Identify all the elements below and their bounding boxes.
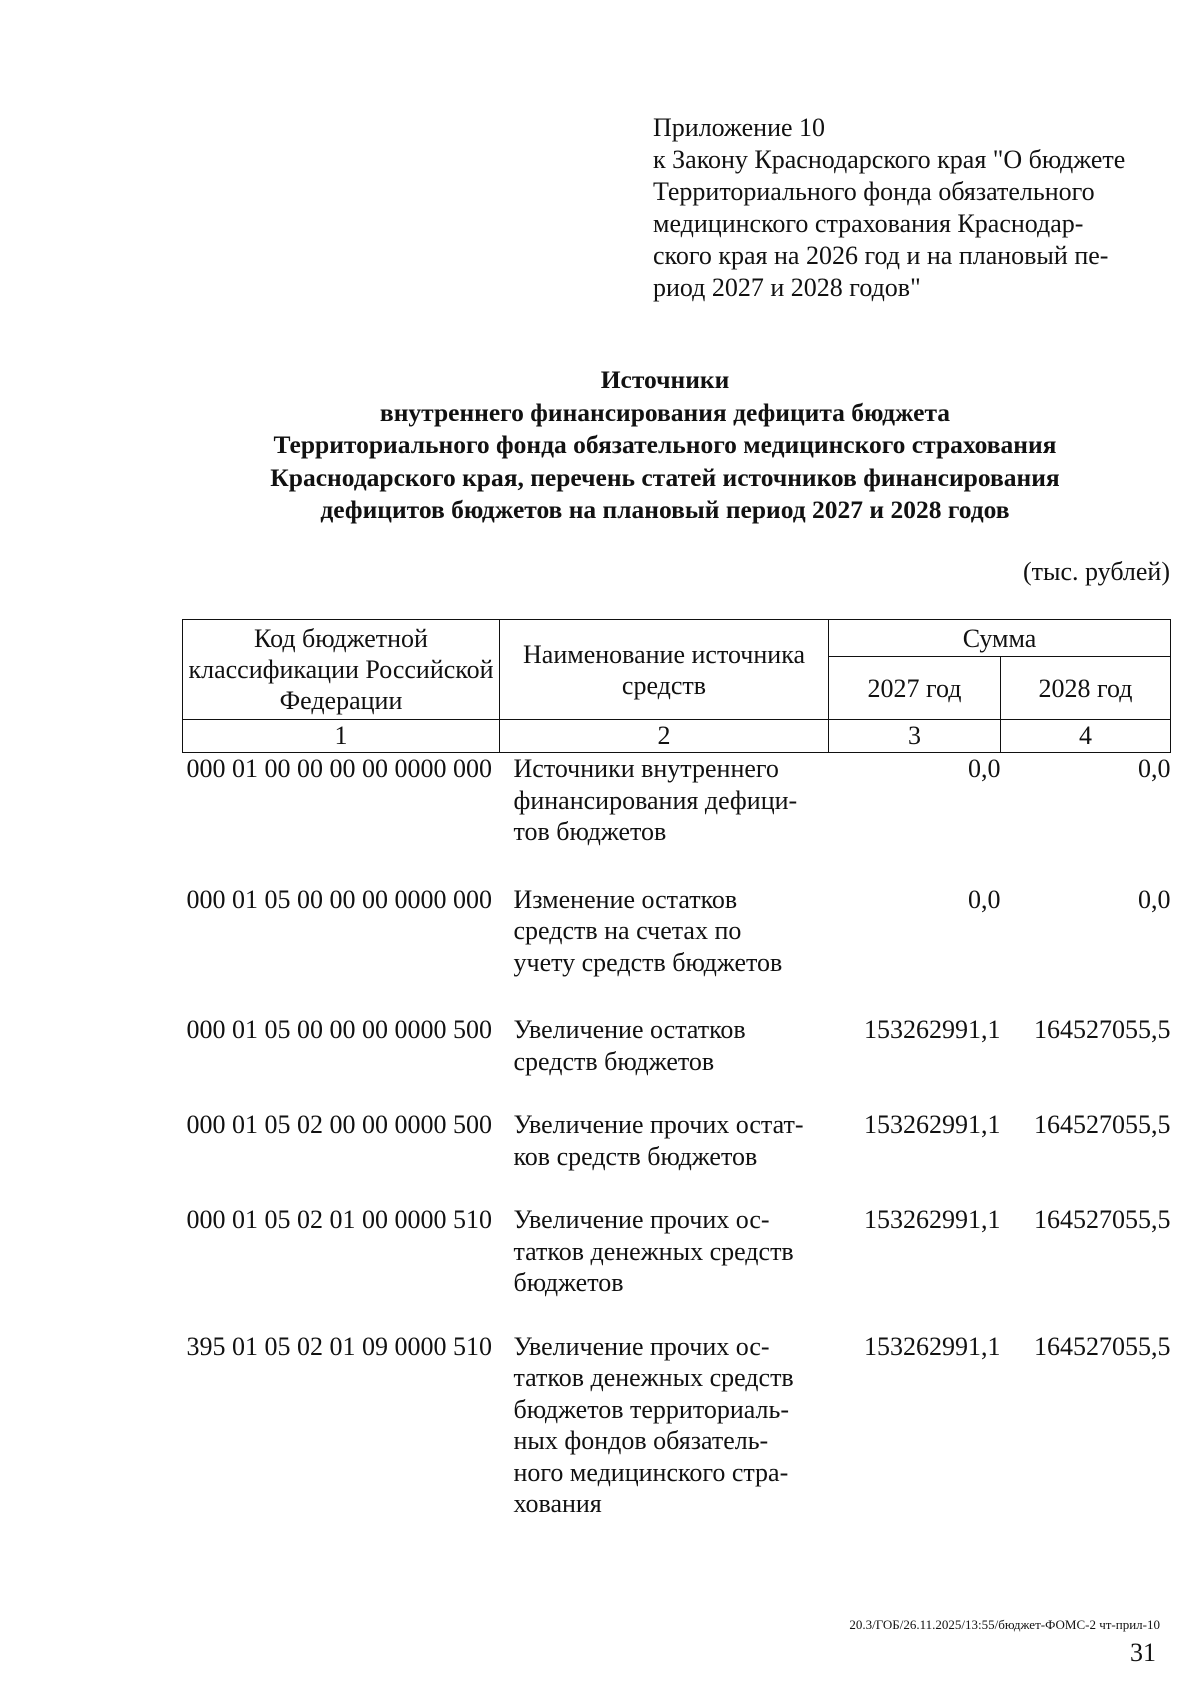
row-value-2028: 164527055,5 — [1034, 1110, 1171, 1139]
row-value-2028: 164527055,5 — [1034, 1205, 1171, 1234]
row-code: 000 01 00 00 00 00 0000 000 — [186, 754, 492, 783]
sources-table — [182, 619, 1171, 1520]
row-value-2027: 0,0 — [968, 754, 1001, 783]
title-line: Территориального фонда обязательного медицинского страхования — [273, 430, 1057, 459]
table-row — [183, 1204, 1171, 1331]
row-name-line: Увеличение прочих ос- — [513, 1205, 770, 1234]
row-value-2027: 153262991,1 — [864, 1205, 1001, 1234]
row-name — [500, 753, 829, 884]
header-code: Код бюджетной классификации Российской Федерации — [183, 620, 500, 720]
column-number: 1 — [183, 720, 500, 753]
row-name-line: ных фондов обязатель- — [513, 1426, 769, 1455]
table-row — [183, 1014, 1171, 1109]
table-row — [183, 1331, 1171, 1520]
row-value-2027: 0,0 — [968, 884, 1001, 914]
row-name-line: татков денежных средств — [513, 1363, 794, 1392]
header-sum: Сумма — [829, 620, 1171, 657]
row-code: 395 01 05 02 01 09 0000 510 — [186, 1331, 492, 1361]
row-name-line: средств бюджетов — [513, 1046, 715, 1076]
row-name-line: Источники внутреннего — [513, 754, 779, 783]
row-name-line: учету средств бюджетов — [513, 947, 783, 977]
row-name-line: Изменение остатков — [513, 884, 738, 914]
document-title — [150, 364, 1180, 527]
appendix-line: риод 2027 и 2028 годов" — [653, 273, 921, 302]
page-number: 31 — [1130, 1638, 1156, 1667]
row-name-line: хования — [513, 1489, 602, 1518]
row-name-line: Увеличение прочих остат- — [513, 1110, 804, 1139]
title-line: Краснодарского края, перечень статей источников финансирования — [270, 462, 1060, 492]
row-name-line: ков средств бюджетов — [513, 1141, 758, 1171]
column-number: 4 — [1001, 720, 1171, 753]
row-value-2028: 164527055,5 — [1034, 1015, 1171, 1044]
row-name — [500, 1204, 829, 1331]
header-year-2028: 2028 год — [1001, 657, 1171, 720]
table-row — [183, 1109, 1171, 1204]
title-line: дефицитов бюджетов на плановый период 2027 и 2028 годов — [320, 495, 1010, 524]
row-value-2028: 0,0 — [1138, 754, 1171, 783]
title-line: внутреннего финансирования дефицита бюджета — [379, 397, 951, 427]
row-name-line: Увеличение прочих ос- — [513, 1331, 770, 1361]
row-code: 000 01 05 02 00 00 0000 500 — [186, 1110, 492, 1139]
title-line: Источники — [600, 365, 730, 394]
row-name-line: финансирования дефици- — [513, 785, 798, 815]
table-row — [183, 884, 1171, 1015]
row-name-line: бюджетов — [513, 1268, 624, 1297]
row-name — [500, 1331, 829, 1520]
row-code: 000 01 05 02 01 00 0000 510 — [186, 1205, 492, 1234]
row-code: 000 01 05 00 00 00 0000 000 — [186, 884, 492, 914]
row-name-line: тов бюджетов — [513, 817, 667, 846]
document-reference-code: 20.3/ГОБ/26.11.2025/13:55/бюджет-ФОМС-2 чт-прил-10 — [849, 1617, 1160, 1632]
appendix-line: медицинского страхования Краснодар- — [653, 209, 1084, 238]
row-name-line: средств на счетах по — [513, 916, 742, 945]
row-name — [500, 884, 829, 1015]
appendix-line: Приложение 10 — [653, 113, 826, 142]
row-value-2027: 153262991,1 — [864, 1015, 1001, 1044]
appendix-line: Территориального фонда обязательного — [653, 177, 1095, 206]
row-name-line: бюджетов территориаль- — [513, 1394, 790, 1424]
units-label: (тыс. рублей) — [1022, 557, 1170, 586]
header-year-2027: 2027 год — [829, 657, 1001, 720]
row-code: 000 01 05 00 00 00 0000 500 — [186, 1015, 492, 1044]
row-name-line: татков денежных средств — [513, 1236, 794, 1266]
header-name: Наименование источника средств — [500, 620, 829, 720]
row-value-2028: 0,0 — [1138, 884, 1171, 914]
row-name — [500, 1109, 829, 1204]
row-name — [500, 1014, 829, 1109]
row-name-line: ного медицинского стра- — [513, 1457, 789, 1487]
appendix-line: к Закону Краснодарского края "О бюджете — [653, 145, 1126, 174]
row-name-line: Увеличение остатков — [513, 1015, 746, 1044]
row-value-2028: 164527055,5 — [1034, 1331, 1171, 1361]
appendix-line: ского края на 2026 год и на плановый пе- — [653, 241, 1109, 270]
table-row — [183, 753, 1171, 884]
column-number: 3 — [829, 720, 1001, 753]
row-value-2027: 153262991,1 — [864, 1110, 1001, 1139]
row-value-2027: 153262991,1 — [864, 1331, 1001, 1361]
appendix-reference — [653, 112, 1155, 304]
column-number: 2 — [500, 720, 829, 753]
